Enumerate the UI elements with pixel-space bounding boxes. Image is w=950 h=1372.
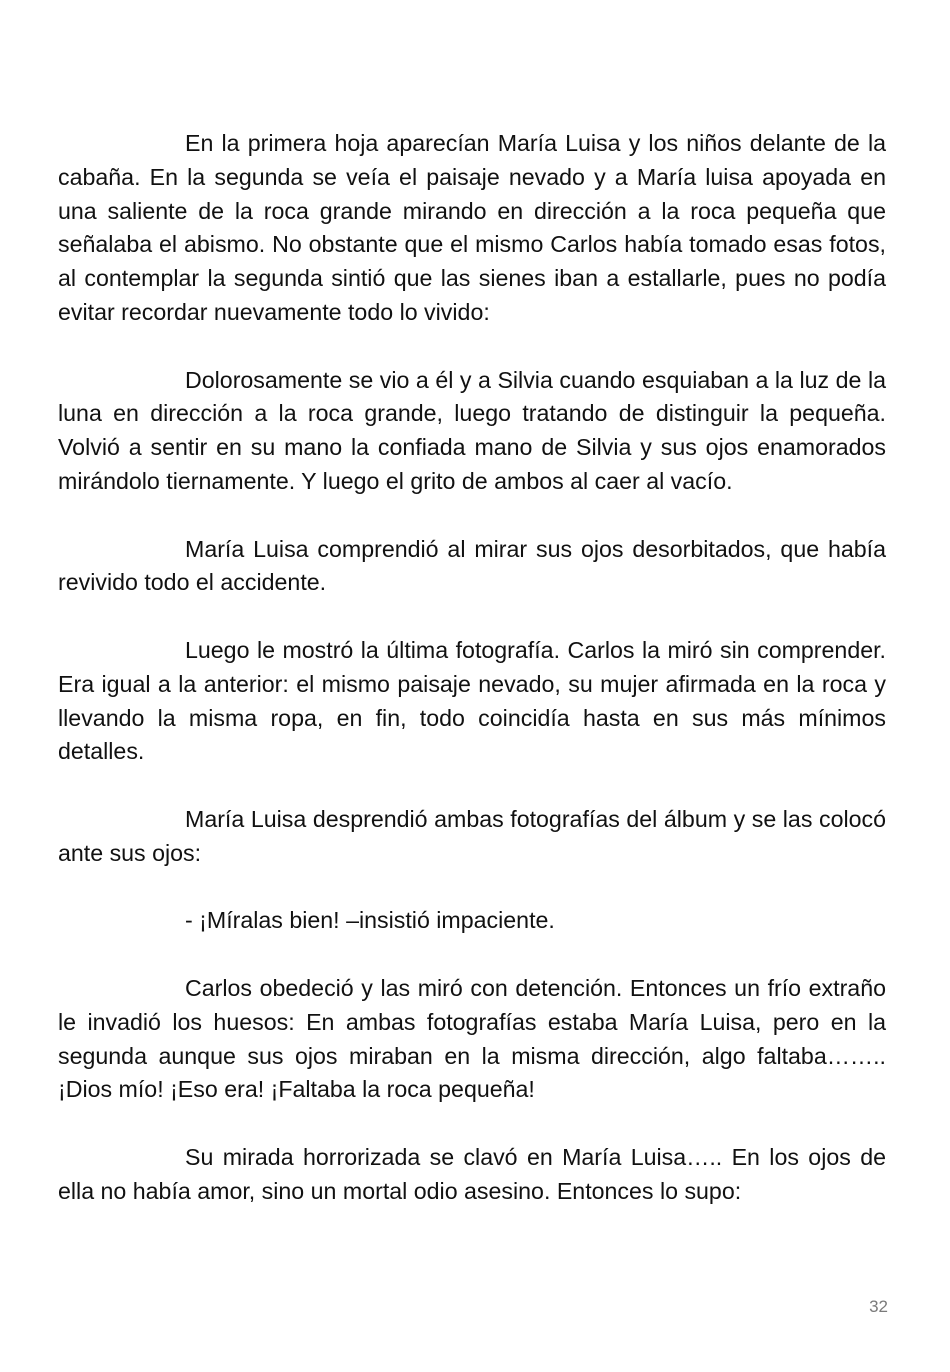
paragraph-8: Su mirada horrorizada se clavó en María Luisa….. En los ojos de ella no había amor, sino un mortal odio asesino. Entonces lo supo: (58, 1143, 886, 1204)
paragraph-3: María Luisa comprendió al mirar sus ojos desorbitados, que había revivido todo el accidente. (58, 535, 886, 596)
paragraph-2: Dolorosamente se vio a él y a Silvia cuando esquiaban a la luz de la luna en dirección a la roca grande, luego tratando de distinguir la pequeña. Volvió a sentir en su mano la confiada mano de Silvia y sus ojos enamorados mirándolo tiernamente. Y luego el grito de ambos al caer al vacío. (58, 366, 886, 494)
paragraph-4: Luego le mostró la última fotografía. Carlos la miró sin comprender. Era igual a la anterior: el mismo paisaje nevado, su mujer afirmada en la roca y llevando la misma ropa, en fin, todo coincidía hasta en sus más mínimos detalles. (58, 636, 886, 765)
page-number: 32 (869, 1297, 888, 1316)
body-text (58, 127, 886, 1209)
paragraph-5: María Luisa desprendió ambas fotografías del álbum y se las colocó ante sus ojos: (58, 805, 886, 866)
paragraph-1: En la primera hoja aparecían María Luisa y los niños delante de la cabaña. En la segunda se veía el paisaje nevado y a María luisa apoyada en una saliente de la roca grande mirando en dirección a la roca pequeña que señalaba el abismo. No obstante que el mismo Carlos había tomado esas fotos, al contemplar la segunda sintió que las sienes iban a estallarle, pues no podía evitar recordar nuevamente todo lo vivido: (58, 130, 886, 325)
paragraph-6-dialogue: - ¡Míralas bien! –insistió impaciente. (185, 907, 555, 934)
paragraph-7: Carlos obedeció y las miró con detención. Entonces un frío extraño le invadió los huesos: En ambas fotografías estaba María Luisa, pero en la segunda aunque sus ojos miraban en la misma dirección, algo faltaba……..¡Dios mío! ¡Eso era! ¡Faltaba la roca pequeña! (58, 974, 886, 1103)
